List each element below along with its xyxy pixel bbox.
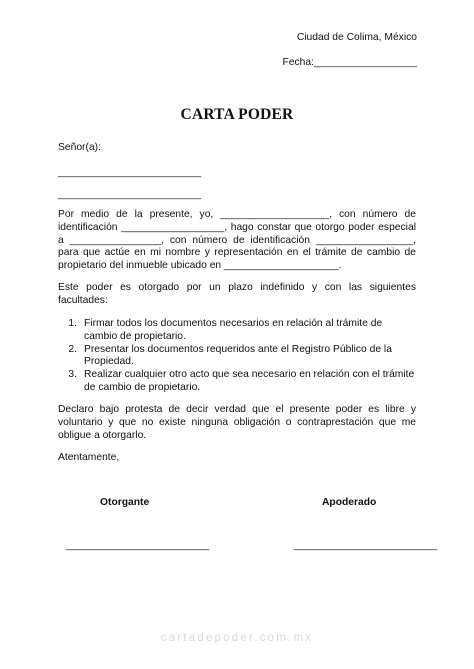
list-item-number: 1. bbox=[68, 318, 77, 329]
grantor-label: Otorgante bbox=[100, 497, 150, 508]
agent-signature-line: _________________________ bbox=[294, 540, 438, 551]
list-item bbox=[58, 344, 418, 370]
declaration-paragraph: Declaro bajo protesta de decir verdad que el presente poder es libre y voluntario y que no existe ninguna obligación o contraprestación que me obligue a otorgarlo. bbox=[58, 404, 416, 441]
closing: Atentamente, bbox=[58, 452, 120, 463]
faculties-list bbox=[58, 318, 418, 395]
list-item-text: Realizar cualquier otro acto que sea necesario en relación con el trámite de cambio de propietario. bbox=[84, 369, 415, 393]
document-title: CARTA PODER bbox=[180, 106, 294, 123]
agent-label: Apoderado bbox=[322, 497, 377, 508]
grant-paragraph: Por medio de la presente, yo, ___________________, con número de identificación __________________, hago constar que otorgo poder especial a ________________, con número de identificación _________________, para que actúe en mi nombre y representación en el trámite de cambio de propietario del inmueble ubicado en ____________________. bbox=[58, 209, 416, 272]
list-item-number: 3. bbox=[68, 369, 77, 381]
city-location: Ciudad de Colima, México bbox=[296, 32, 417, 43]
faculties-intro-paragraph: Este poder es otorgado por un plazo indefinido y con las siguientes facultades: bbox=[58, 282, 416, 306]
list-item-text: Presentar los documentos requeridos ante el Registro Público de la Propiedad. bbox=[84, 343, 392, 368]
addressee-line: _________________________ bbox=[58, 189, 202, 200]
salutation: Señor(a): bbox=[58, 142, 101, 153]
grantor-signature-line: _________________________ bbox=[66, 540, 210, 551]
list-item-number: 2. bbox=[68, 343, 77, 355]
list-item bbox=[58, 318, 418, 344]
addressee-line: _________________________ bbox=[58, 167, 202, 178]
list-item bbox=[58, 369, 418, 395]
date-field: Fecha:__________________ bbox=[282, 57, 417, 68]
list-item-text: Firmar todos los documentos necesarios en relación al trámite de cambio de propietario. bbox=[84, 318, 383, 342]
watermark: cartadepoder.com.mx bbox=[160, 632, 314, 644]
